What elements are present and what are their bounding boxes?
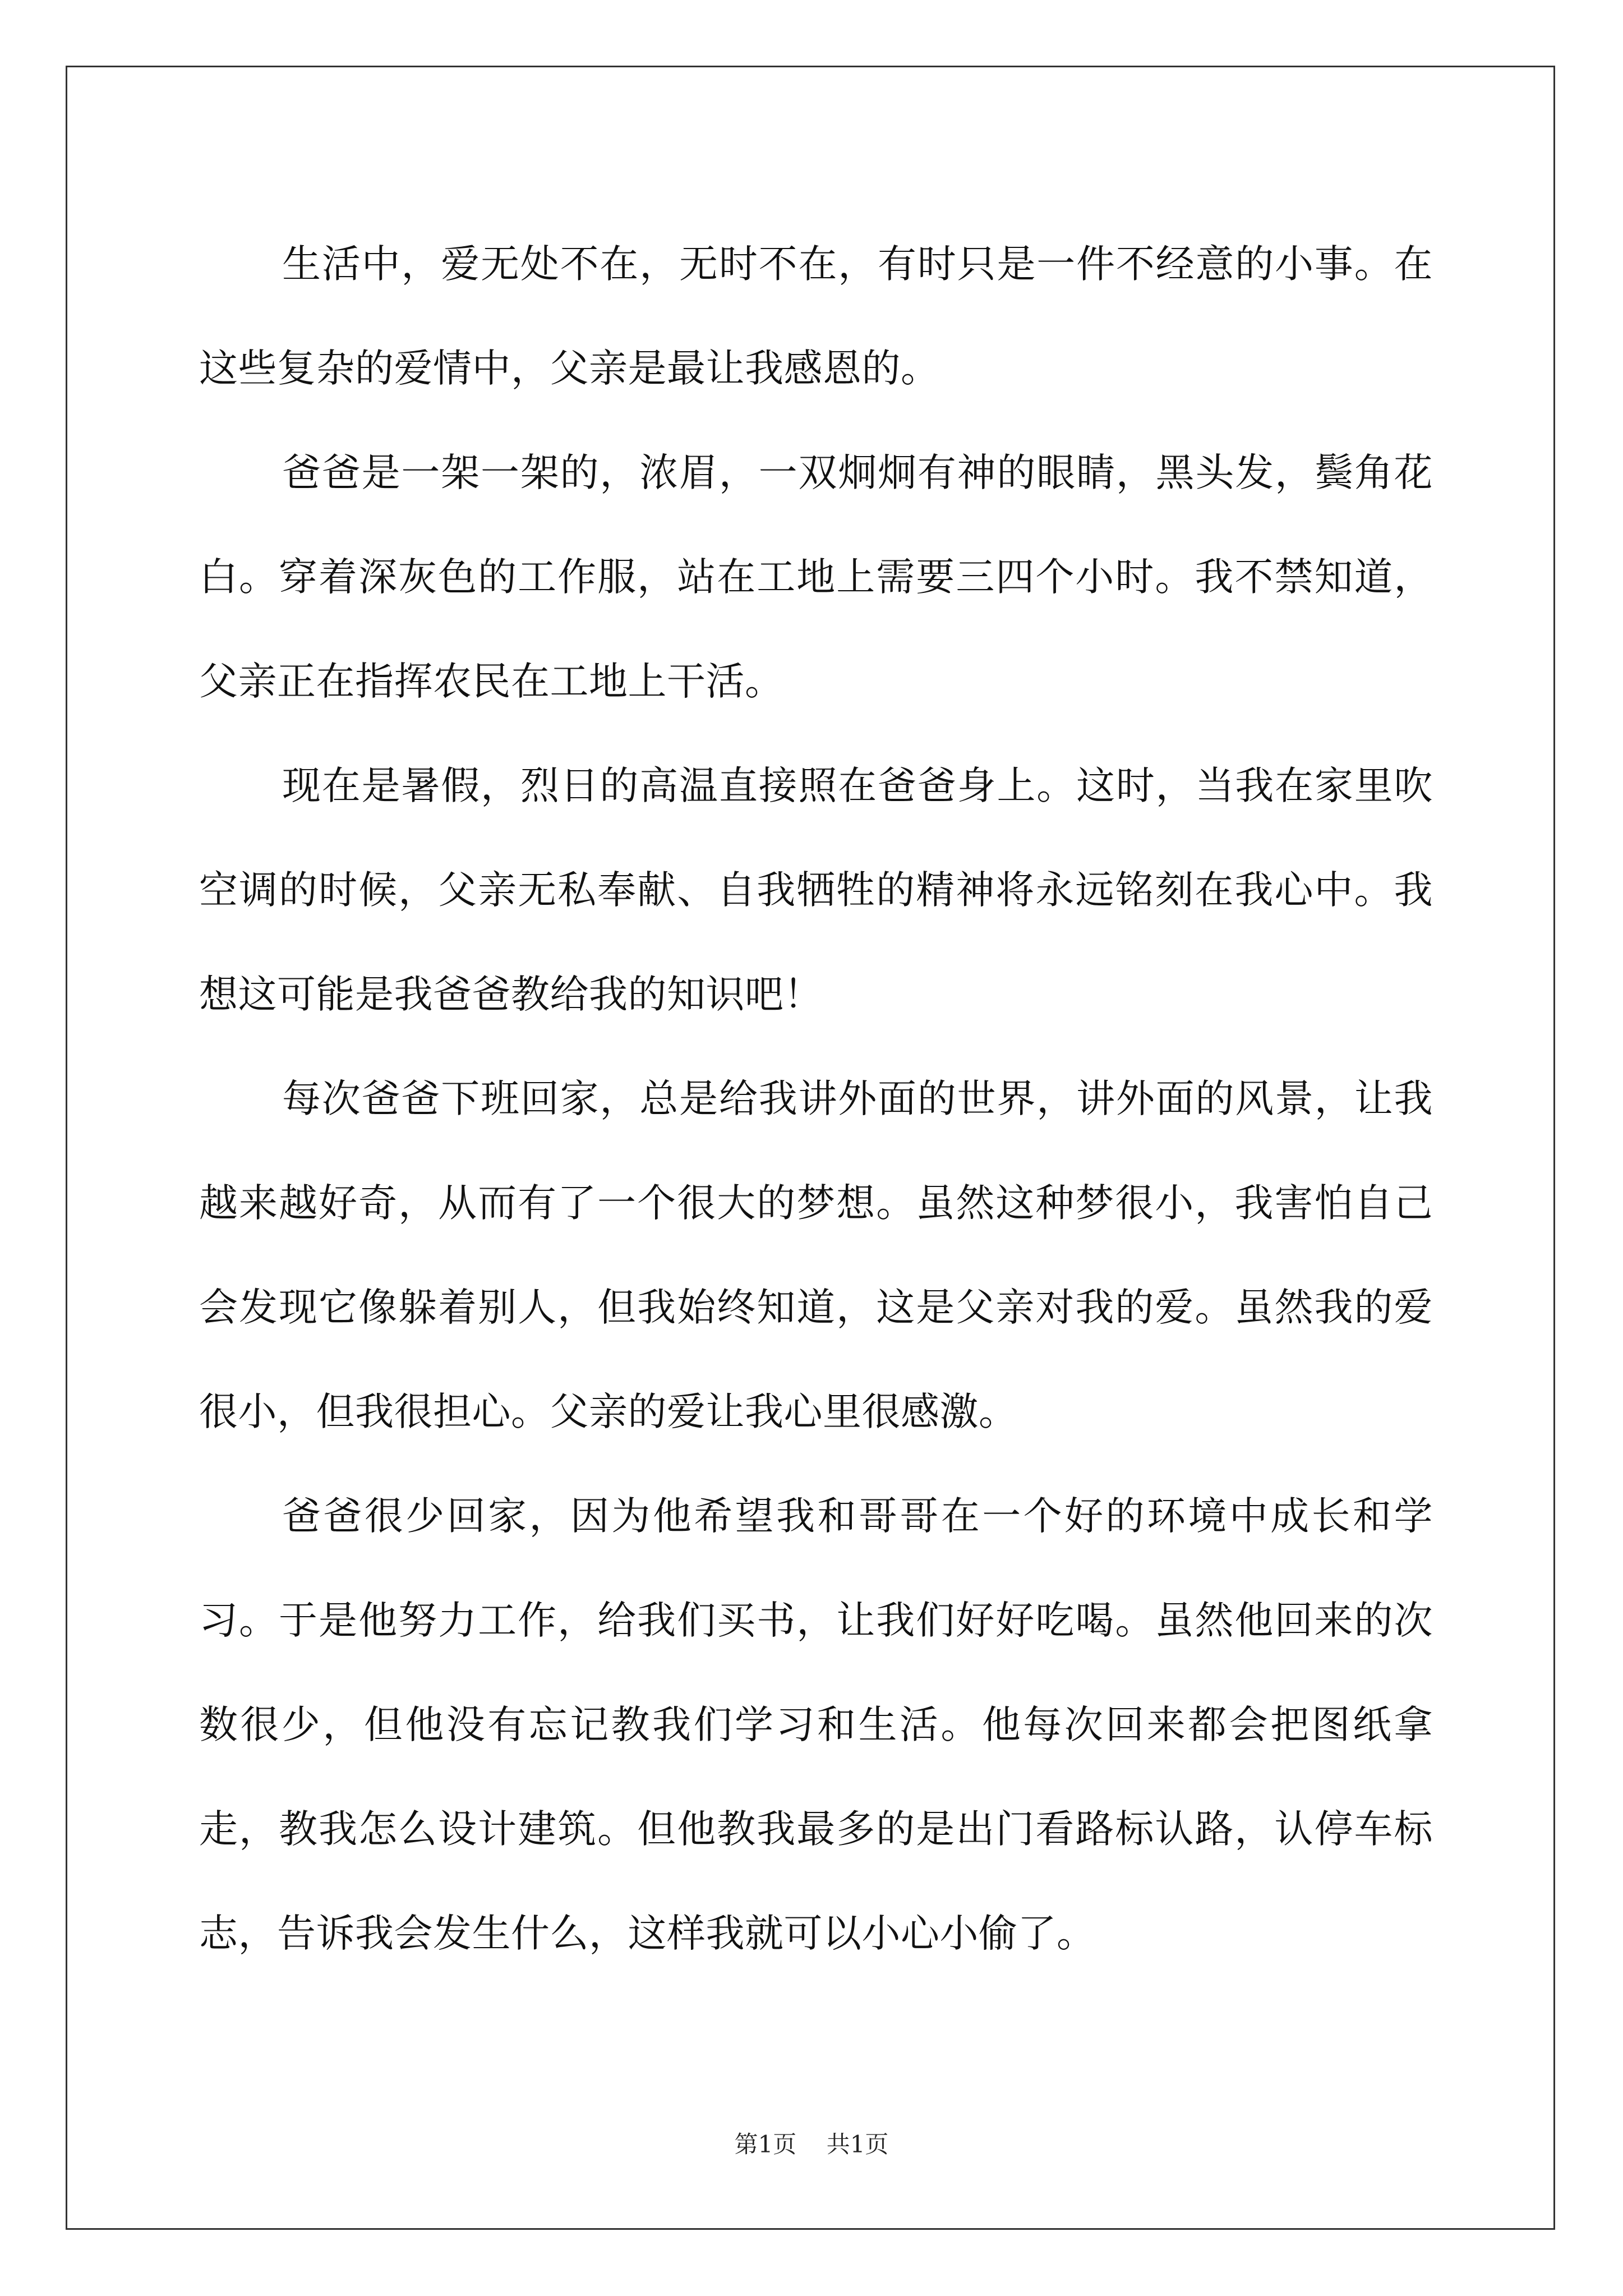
document-body [199, 212, 1433, 1986]
page-total: 共1页 [826, 2131, 889, 2158]
page-number: 第1页 [734, 2131, 797, 2158]
paragraph: 爸爸是一架一架的，浓眉，一双炯炯有神的眼睛，黑头发，鬓角花白。穿着深灰色的工作服，站在工地上需要三四个小时。我不禁知道，父亲正在指挥农民在工地上干活。 [199, 450, 1433, 704]
paragraph: 生活中，爱无处不在，无时不在，有时只是一件不经意的小事。在这些复杂的爱情中，父亲是最让我感恩的。 [199, 242, 1433, 391]
paragraph: 每次爸爸下班回家，总是给我讲外面的世界，讲外面的风景，让我越来越好奇，从而有了一个很大的梦想。虽然这种梦很小，我害怕自己会发现它像躲着别人，但我始终知道，这是父亲对我的爱。虽然我的爱很小，但我很担心。父亲的爱让我心里很感激。 [199, 1076, 1433, 1434]
paragraph: 现在是暑假，烈日的高温直接照在爸爸身上。这时，当我在家里吹空调的时候，父亲无私奉献、自我牺牲的精神将永远铭刻在我心中。我想这可能是我爸爸教给我的知识吧！ [199, 763, 1433, 1017]
paragraph: 爸爸很少回家，因为他希望我和哥哥在一个好的环境中成长和学习。于是他努力工作，给我们买书，让我们好好吃喝。虽然他回来的次数很少，但他没有忘记教我们学习和生活。他每次回来都会把图纸拿走，教我怎么设计建筑。但他教我最多的是出门看路标认路，认停车标志，告诉我会发生什么，这样我就可以小心小偷了。 [199, 1494, 1433, 1956]
page-footer [0, 2126, 1623, 2160]
